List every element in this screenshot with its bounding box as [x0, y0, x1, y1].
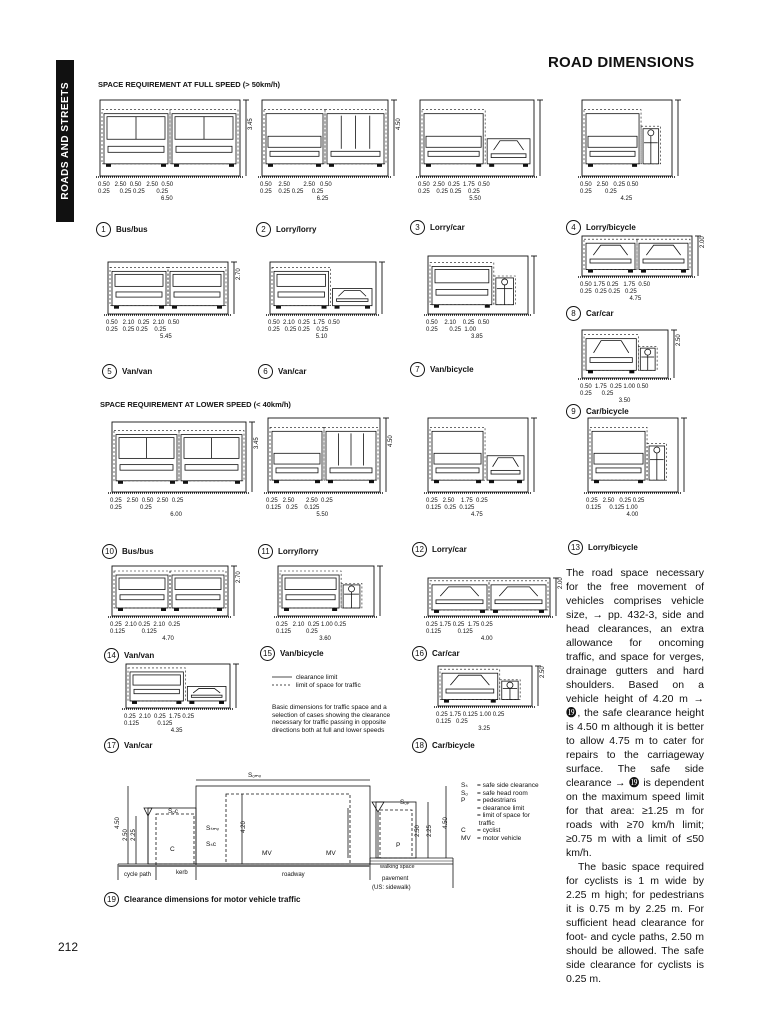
figure-3-diagram [420, 100, 548, 182]
label-225-left: 2.25 [130, 829, 137, 841]
section-tab [56, 60, 74, 222]
dimension-labels [580, 282, 650, 303]
dims-row-top: 0.25 2.50 2.50 0.25 [266, 498, 333, 504]
dims-row-top: 0.25 2.10 0.25 1.00 0.25 [276, 622, 347, 628]
body-paragraph: The road space necessary for the free movement of vehicles comprises vehicle size, → pp. 432-3, side and head clearances, an extra allowance for oncoming traffic, and space for verges, drainage gutters and hard shoulders. Based on a vehicle height of 4.20 m → ⓳, the safe clearance height is 4.50 m although it is better to allow 4.75 m to cater for repairs to the carriageway surface. The safe side clearance → ⓳ is dependent on the maximum speed limit for that area: ≥1.25 m for roads with ≥70 km/h limit; ≥0.75 m with a limit of ≤50 km/h. [566, 567, 704, 859]
dims-row-mid: 0.25 0.25 0.25 0.25 [580, 289, 637, 295]
dimension-labels [266, 498, 333, 519]
figure-caption: Car/car [586, 309, 614, 318]
figure-number: 10 [102, 544, 117, 559]
figure-19-key [461, 782, 539, 842]
figure-1-caption [96, 222, 148, 237]
dims-row-mid: 0.25 0.25 [580, 189, 617, 195]
dims-row-top: 0.25 2.10 0.25 1.75 0.25 [124, 714, 195, 720]
dims-row-mid: 0.25 0.25 0.25 0.25 [418, 189, 480, 195]
key-item: Sₛ = safe side clearance [461, 782, 539, 789]
height-label: 2.70 [236, 268, 242, 280]
figure-12-caption [412, 542, 467, 557]
figure-caption: Car/bicycle [586, 407, 629, 416]
label-walking-space: walking space [380, 864, 415, 870]
body-paragraph: The basic space required for cyclists is 1 m wide by 2.25 m high; for pedestrians it is 0.75 m by 2.25 m. For sufficient head clearance for foot- and cycle paths, 2.50 m should be allowed. The safe side clearance for cyclists is 0.25 m. [566, 861, 704, 985]
figure-7-diagram [428, 256, 542, 320]
dims-row-mid: 0.125 0.25 [436, 719, 468, 725]
figure-13-caption [568, 540, 638, 555]
figure-caption: Lorry/bicycle [586, 223, 636, 232]
figure-caption: Car/bicycle [432, 741, 475, 750]
dims-row-total: 4.25 [620, 196, 633, 202]
height-label: 4.50 [396, 118, 402, 130]
dims-row-top: 0.25 1.75 0.125 1.00 0.25 [436, 712, 505, 718]
figure-3-caption [410, 220, 465, 235]
dims-row-mid: 0.125 0.25 0.125 [266, 505, 320, 511]
label-s-oc: Sₒc [168, 808, 179, 815]
dimension-labels [426, 320, 489, 341]
dimension-labels [580, 182, 638, 203]
figure-2-diagram [262, 100, 402, 182]
dims-row-total: 6.00 [170, 512, 182, 518]
figure-17-caption [104, 738, 152, 753]
dimension-labels [268, 320, 340, 341]
figure-number: 12 [412, 542, 427, 557]
figure-number: 2 [256, 222, 271, 237]
figure-6-caption [258, 364, 306, 379]
figure-number: 16 [412, 646, 427, 661]
dims-row-mid: 0.25 0.25 0.25 0.25 [106, 327, 167, 333]
figure-8-caption [566, 306, 614, 321]
dims-row-top: 0.25 2.50 0.50 2.50 0.25 [110, 498, 184, 504]
figure-caption: Bus/bus [116, 225, 148, 234]
key-item: Sₒ = safe head room [461, 789, 528, 797]
dimension-labels [98, 182, 173, 203]
figure-number: 14 [104, 648, 119, 663]
figure-number: 7 [410, 362, 425, 377]
dimension-labels [418, 182, 490, 203]
dims-row-mid: 0.25 0.25 [580, 391, 614, 397]
legend-clearance: clearance limit [295, 674, 338, 681]
figure-18-diagram [438, 666, 546, 712]
figure-4-caption [566, 220, 636, 235]
label-kerb: kerb [176, 870, 188, 876]
label-mv-1: MV [262, 850, 272, 857]
figure-16-caption [412, 646, 460, 661]
dims-row-top: 0.25 2.50 0.25 0.25 [586, 498, 645, 504]
key-item: P = pedestrians [461, 797, 517, 804]
figure-number: 4 [566, 220, 581, 235]
section-heading-lower-speed: SPACE REQUIREMENT AT LOWER SPEED (< 40km/h) [100, 400, 291, 409]
figure-caption: Car/car [432, 649, 460, 658]
dims-row-top: 0.50 2.10 0.25 2.10 0.50 [106, 320, 180, 326]
label-s-smv: Sₛₘᵥ [206, 825, 219, 832]
figure-2-caption [256, 222, 316, 237]
dims-row-mid: 0.125 0.125 [110, 629, 157, 635]
figure-18-caption [412, 738, 475, 753]
dimension-labels [110, 622, 180, 643]
label-250-left: 2.50 [122, 829, 129, 841]
figure-12-diagram [428, 418, 542, 498]
dims-row-mid: 0.125 0.125 [426, 629, 473, 635]
figure-number: 6 [258, 364, 273, 379]
label-pavement: pavement [382, 876, 409, 882]
label-mv-2: MV [326, 850, 336, 857]
figure-number: 17 [104, 738, 119, 753]
dims-row-total: 5.45 [160, 334, 172, 340]
dims-row-top: 0.50 2.50 0.25 1.75 0.50 [418, 182, 490, 188]
dimension-labels [426, 498, 488, 519]
figure-4-diagram [582, 100, 686, 182]
label-roadway: roadway [282, 872, 305, 878]
figure-19-caption [104, 892, 301, 907]
dims-row-total: 5.50 [469, 196, 481, 202]
body-text [566, 566, 704, 986]
figure-number: 18 [412, 738, 427, 753]
dims-row-top: 0.50 2.10 0.25 1.75 0.50 [268, 320, 340, 326]
height-label: 3.45 [254, 437, 260, 449]
dims-row-total: 5.10 [315, 334, 328, 340]
legend-space-limit: limit of space for traffic [295, 682, 361, 689]
figure-caption: Van/van [124, 651, 155, 660]
dimension-labels [580, 384, 648, 405]
dimension-labels [260, 182, 332, 203]
label-c: C [170, 846, 175, 853]
dims-row-mid: 0.25 0.25 0.25 0.25 [260, 189, 324, 195]
dims-row-mid: 0.125 0.125 [124, 721, 173, 727]
label-450-right: 4.50 [442, 817, 449, 829]
figure-caption: Van/bicycle [280, 649, 324, 658]
key-item: C = cyclist [461, 827, 501, 834]
dims-row-total: 3.25 [478, 726, 490, 732]
dims-row-top: 0.50 2.50 2.50 0.50 [260, 182, 332, 188]
dims-row-total: 4.00 [626, 512, 639, 518]
dims-row-total: 3.50 [618, 398, 631, 404]
height-label: 2.70 [236, 571, 242, 583]
label-s-omv: Sₒₘᵥ [248, 772, 261, 779]
figure-note: Basic dimensions for traffic space and a selection of cases showing the clearance necessary for traffic passing in opposite directions both at full and lower speeds [272, 704, 391, 734]
figure-caption: Bus/bus [122, 547, 154, 556]
dims-row-mid: 0.25 0.25 0.25 0.25 [98, 189, 169, 195]
dims-row-top: 0.50 2.50 0.50 2.50 0.50 [98, 182, 174, 188]
dims-row-top: 0.25 2.10 0.25 2.10 0.25 [110, 622, 181, 628]
figure-13-diagram [588, 418, 692, 498]
height-label: 3.45 [248, 118, 254, 130]
dims-row-total: 6.50 [161, 196, 173, 202]
key-item: traffic [477, 819, 495, 827]
figure-16-diagram [428, 578, 564, 622]
dims-row-mid: 0.25 0.25 [110, 505, 152, 511]
page-number: 212 [58, 940, 79, 954]
dims-row-total: 3.85 [471, 334, 483, 340]
dimension-labels [276, 622, 346, 643]
dims-row-total: 4.00 [480, 636, 493, 642]
dims-row-total: 6.25 [316, 196, 329, 202]
dims-row-total: 5.50 [316, 512, 329, 518]
dims-row-mid: 0.25 0.25 1.00 [426, 327, 477, 333]
label-s-sc: Sₛc [206, 841, 217, 848]
figure-11-caption [258, 544, 318, 559]
dims-row-mid: 0.125 0.25 0.125 [426, 505, 475, 511]
height-label: 2.00 [558, 577, 564, 589]
figure-6-diagram [270, 262, 390, 320]
figure-10-diagram [112, 422, 260, 498]
figure-caption: Van/car [124, 741, 153, 750]
dims-row-total: 4.35 [170, 728, 183, 734]
figure-10-caption [102, 544, 154, 559]
line-legend [272, 674, 361, 690]
label-cycle-path: cycle path [124, 872, 152, 878]
label-p: P [396, 842, 401, 849]
dims-row-mid: 0.125 0.125 1.00 [586, 505, 638, 511]
dimension-labels [110, 498, 183, 519]
figure-number: 11 [258, 544, 273, 559]
label-420: 4.20 [240, 821, 247, 833]
dims-row-top: 0.25 1.75 0.25 1.75 0.25 [426, 622, 493, 628]
figure-number: 13 [568, 540, 583, 555]
key-item: MV = motor vehicle [461, 834, 522, 842]
label-225-right: 2.25 [426, 825, 433, 837]
dims-row-total: 3.60 [319, 636, 331, 642]
dimension-labels [426, 622, 493, 643]
figure-caption: Van/bicycle [430, 365, 474, 374]
label-250-right: 2.50 [414, 825, 421, 837]
figure-number: 19 [104, 892, 119, 907]
figure-15-caption [260, 646, 324, 661]
dims-row-top: 0.25 2.50 1.75 0.25 [426, 498, 488, 504]
figure-17-diagram [126, 664, 244, 714]
figure-9-caption [566, 404, 629, 419]
dimension-labels [124, 714, 194, 735]
figure-caption: Lorry/lorry [276, 225, 317, 234]
label-s-op: Sₒₚ [400, 799, 410, 806]
label-450-left: 4.50 [114, 817, 121, 829]
figure-caption: Clearance dimensions for motor vehicle traffic [124, 895, 301, 904]
height-label: 2.50 [540, 666, 546, 678]
figure-caption: Lorry/car [432, 545, 467, 554]
figure-8-diagram [582, 236, 706, 282]
label-us-sidewalk: (US: sidewalk) [372, 885, 411, 891]
figure-number: 9 [566, 404, 581, 419]
section-tab-label: ROADS AND STREETS [59, 82, 71, 200]
dims-row-mid: 0.125 0.25 [276, 629, 318, 635]
figure-number: 3 [410, 220, 425, 235]
figure-number: 8 [566, 306, 581, 321]
dims-row-total: 4.75 [471, 512, 483, 518]
dimension-labels [436, 712, 504, 733]
figure-11-diagram [268, 418, 394, 498]
key-item: = limit of space for [477, 812, 530, 819]
figure-caption: Van/van [122, 367, 153, 376]
figure-caption: Lorry/lorry [278, 547, 319, 556]
height-label: 2.50 [676, 334, 682, 346]
dims-row-top: 0.50 2.50 0.25 0.50 [580, 182, 639, 188]
figure-caption: Van/car [278, 367, 307, 376]
page-title: ROAD DIMENSIONS [548, 54, 695, 71]
figure-number: 1 [96, 222, 111, 237]
figure-15-diagram [278, 566, 388, 622]
section-heading-full-speed: SPACE REQUIREMENT AT FULL SPEED (> 50km/h) [98, 80, 281, 89]
figure-caption: Lorry/car [430, 223, 465, 232]
dims-row-mid: 0.25 0.25 0.25 0.25 [268, 327, 329, 333]
dims-row-total: 4.70 [162, 636, 174, 642]
figure-1-diagram [100, 100, 254, 182]
figure-9-diagram [582, 330, 682, 384]
height-label: 4.50 [388, 435, 394, 447]
figure-number: 15 [260, 646, 275, 661]
figure-14-diagram [112, 566, 242, 622]
figure-14-caption [104, 648, 154, 663]
dimension-labels [586, 498, 644, 519]
figure-caption: Lorry/bicycle [588, 543, 638, 552]
figure-5-diagram [108, 262, 242, 320]
dimension-labels [106, 320, 179, 341]
dims-row-top: 0.50 2.10 0.25 0.50 [426, 320, 490, 326]
key-item: = clearance limit [477, 804, 525, 812]
dims-row-top: 0.50 1.75 0.25 1.75 0.50 [580, 282, 651, 288]
dims-row-total: 4.75 [629, 296, 642, 302]
figure-5-caption [102, 364, 152, 379]
figure-number: 5 [102, 364, 117, 379]
dims-row-top: 0.50 1.75 0.25 1.00 0.50 [580, 384, 649, 390]
height-label: 2.00 [700, 236, 706, 248]
figure-7-caption [410, 362, 474, 377]
